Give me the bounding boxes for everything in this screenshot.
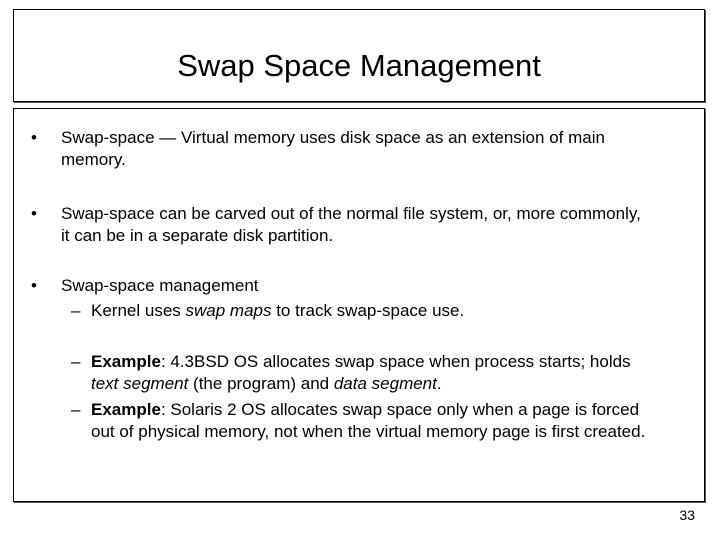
title-box	[13, 9, 705, 102]
sub-prefix: Kernel uses	[91, 301, 186, 320]
bullet-2-line-2: it can be in a separate disk partition.	[61, 226, 334, 245]
sub-item-text	[91, 300, 671, 322]
bullet-1-line-1: Swap-space — Virtual memory uses disk space as an extension of main	[61, 128, 605, 147]
slide-title: Swap Space Management	[177, 48, 541, 83]
example-2-line-1: : Solaris 2 OS allocates swap space only when a page is forced	[160, 400, 640, 419]
bullet-text	[61, 127, 691, 171]
sub-italic: swap maps	[185, 301, 272, 320]
example-label: Example	[91, 352, 161, 371]
example-2-line-2: out of physical memory, not when the virtual memory page is first created.	[91, 422, 646, 441]
dash-marker: –	[71, 400, 81, 419]
bullet-3-line-1: Swap-space management	[61, 276, 259, 295]
example-label: Example	[91, 400, 161, 419]
bullet-marker: •	[31, 204, 37, 223]
sub-suffix: to track swap-space use.	[271, 301, 465, 320]
example-1-italic-1: text segment	[91, 374, 189, 393]
bullet-marker: •	[31, 276, 37, 295]
bullet-marker: •	[31, 128, 37, 147]
dash-marker: –	[71, 301, 81, 320]
bullet-text	[61, 203, 691, 247]
example-text	[91, 399, 671, 443]
page-number: 33	[679, 507, 695, 523]
bullet-text	[61, 275, 691, 297]
example-1-line-1: : 4.3BSD OS allocates swap space when process starts; holds	[160, 352, 631, 371]
example-1-mid: (the program) and	[188, 374, 334, 393]
bullet-2-line-1: Swap-space can be carved out of the normal file system, or, more commonly,	[61, 204, 641, 223]
bullet-1-line-2: memory.	[61, 150, 126, 169]
example-text	[91, 351, 671, 395]
content-box	[13, 108, 705, 502]
example-1-end: .	[436, 374, 442, 393]
dash-marker: –	[71, 352, 81, 371]
example-1-italic-2: data segment	[333, 374, 437, 393]
